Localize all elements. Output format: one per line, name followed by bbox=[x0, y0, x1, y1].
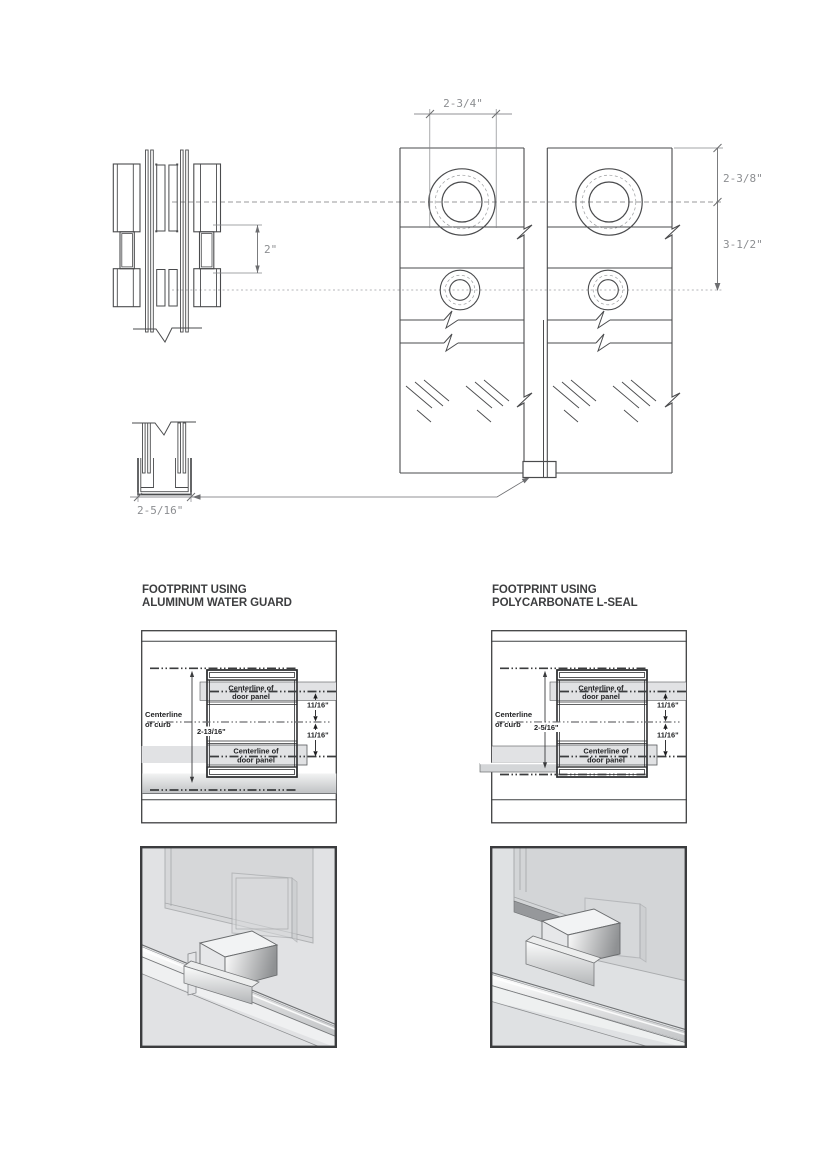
detail-leader-line bbox=[193, 477, 531, 500]
render-l-seal bbox=[490, 846, 687, 1048]
door-panel-left bbox=[400, 148, 532, 473]
curb-centerline-label-line1: Centerline bbox=[145, 710, 183, 719]
door-panel-top-label-line1: Centerline of bbox=[578, 683, 624, 693]
footprint-left-title-line2: ALUMINUM WATER GUARD bbox=[142, 597, 292, 609]
footprint-right-title bbox=[492, 584, 638, 610]
right-vertical-dimensions bbox=[674, 144, 763, 291]
door-panel-top-label-line2: door panel bbox=[582, 692, 620, 701]
offset-label-bottom: 11/16" bbox=[657, 730, 679, 740]
roller-assembly-side-view bbox=[113, 150, 220, 342]
footprint-right-title-line2: POLYCARBONATE L-SEAL bbox=[492, 597, 638, 609]
door-panel-top-label-line2: door panel bbox=[232, 692, 270, 701]
door-panel-band-bottom-left bbox=[142, 746, 207, 763]
water-guard-detail bbox=[523, 462, 556, 478]
dim-label-overall: 2-13/16" bbox=[197, 727, 226, 736]
elevation-drawing bbox=[0, 0, 827, 560]
dim-label-roller-gap: 2" bbox=[264, 243, 278, 256]
footprint-diagram-water-guard bbox=[125, 630, 337, 826]
offset-label-top: 11/16" bbox=[307, 700, 329, 710]
door-panel-bottom-label-line1: Centerline of bbox=[583, 746, 629, 756]
door-panel-top-label-line1: Centerline of bbox=[228, 683, 274, 693]
dim-label-top-to-centerline: 2-3/8" bbox=[723, 172, 763, 185]
footprint-right-title-line1: FOOTPRINT USING bbox=[492, 584, 597, 596]
offset-label-top: 11/16" bbox=[657, 700, 679, 710]
roller-gap-dimension bbox=[213, 225, 277, 273]
mounting-holes bbox=[429, 169, 642, 310]
dim-label-hole-plate-width: 2-3/4" bbox=[443, 97, 483, 110]
dim-label-channel-width: 2-5/16" bbox=[137, 504, 184, 517]
dim-label-centerline-spacing: 3-1/2" bbox=[723, 238, 763, 251]
footprint-diagram-l-seal bbox=[475, 630, 687, 826]
curb-centerline-label-line2: of curb bbox=[495, 720, 521, 729]
door-panel-right bbox=[544, 148, 681, 473]
curb-centerline-label-line2: of curb bbox=[145, 720, 171, 729]
door-panel-bottom-label-line2: door panel bbox=[587, 755, 625, 765]
curb-centerline-label-line1: Centerline bbox=[495, 710, 533, 719]
channel-section-view bbox=[130, 422, 196, 517]
footprint-left-title bbox=[142, 584, 292, 610]
glass-hatch-marks bbox=[406, 380, 656, 422]
door-panel-bottom-label-line1: Centerline of bbox=[233, 746, 279, 756]
footprint-left-title-line1: FOOTPRINT USING bbox=[142, 584, 247, 596]
backing-plate bbox=[232, 873, 297, 942]
door-panel-band-bottom-left bbox=[492, 746, 557, 763]
hole-plate-width-dimension bbox=[414, 97, 512, 228]
door-panel-bottom-label-line2: door panel bbox=[237, 755, 275, 765]
curb-outline bbox=[142, 631, 337, 823]
offset-label-bottom: 11/16" bbox=[307, 730, 329, 740]
dim-label-overall: 2-5/16" bbox=[534, 723, 559, 732]
render-water-guard bbox=[140, 846, 337, 1048]
curb-outline bbox=[492, 631, 687, 823]
